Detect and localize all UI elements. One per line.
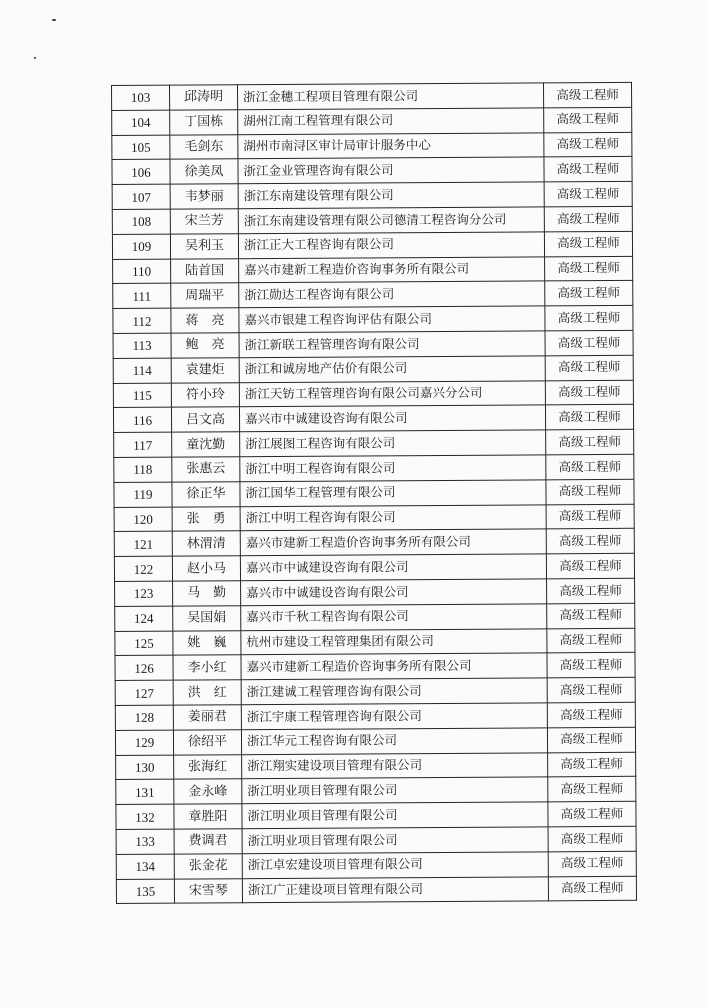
organization-cell: 浙江卓宏建设项目管理有限公司 [242, 852, 548, 879]
job-title-cell: 高级工程师 [547, 727, 635, 752]
organization-cell: 浙江宇康工程管理咨询有限公司 [241, 703, 547, 730]
organization-cell: 浙江金业管理咨询有限公司 [238, 157, 544, 184]
person-name-cell: 张 勇 [172, 506, 240, 531]
person-name-cell: 洪 红 [173, 680, 241, 705]
table-row [112, 157, 632, 185]
person-name-cell: 袁建炬 [171, 357, 239, 382]
organization-cell: 浙江明业项目管理有限公司 [242, 777, 548, 804]
table-row [115, 702, 635, 730]
person-name-cell: 符小玲 [171, 382, 239, 407]
person-name-cell: 邱涛明 [170, 85, 238, 110]
job-title-cell: 高级工程师 [546, 553, 634, 578]
row-number-cell: 107 [112, 184, 170, 209]
person-name-cell: 金永峰 [174, 779, 242, 804]
job-title-cell: 高级工程师 [546, 429, 634, 454]
table-row [114, 553, 634, 581]
person-name-cell: 张金花 [174, 853, 242, 878]
job-title-cell: 高级工程师 [547, 677, 635, 702]
table-row [116, 851, 636, 879]
person-name-cell: 林渭清 [172, 531, 240, 556]
person-name-cell: 童沈勤 [172, 432, 240, 457]
table-row [115, 727, 635, 755]
person-name-cell: 丁国栋 [170, 110, 238, 135]
row-number-cell: 114 [113, 358, 171, 383]
organization-cell: 嘉兴市银建工程咨询评估有限公司 [239, 306, 545, 333]
row-number-cell: 113 [113, 333, 171, 358]
table-row [116, 752, 636, 780]
table-row [115, 628, 635, 656]
person-name-cell: 吴国娟 [173, 605, 241, 630]
table-row [113, 380, 633, 408]
organization-cell: 浙江东南建设管理有限公司 [238, 182, 544, 209]
person-name-cell: 徐正华 [172, 481, 240, 506]
table-row [113, 330, 633, 358]
job-title-cell: 高级工程师 [545, 256, 633, 281]
table-row [114, 429, 634, 457]
job-title-cell: 高级工程师 [545, 305, 633, 330]
job-title-cell: 高级工程师 [546, 529, 634, 554]
organization-cell: 浙江中明工程咨询有限公司 [240, 504, 546, 531]
person-name-cell: 姜丽君 [173, 705, 241, 730]
job-title-cell: 高级工程师 [548, 752, 636, 777]
job-title-cell: 高级工程师 [545, 330, 633, 355]
row-number-cell: 121 [114, 531, 172, 556]
person-name-cell: 吴利玉 [170, 234, 238, 259]
person-name-cell: 陆首国 [171, 258, 239, 283]
organization-cell: 浙江建诚工程管理咨询有限公司 [241, 678, 547, 705]
row-number-cell: 133 [116, 829, 174, 854]
table-row [112, 82, 632, 110]
job-title-cell: 高级工程师 [546, 479, 634, 504]
row-number-cell: 129 [115, 730, 173, 755]
person-name-cell: 宋兰芳 [170, 209, 238, 234]
row-number-cell: 106 [112, 160, 170, 185]
row-number-cell: 111 [113, 284, 171, 309]
organization-cell: 嘉兴市建新工程造价咨询事务所有限公司 [241, 653, 547, 680]
table-row [114, 529, 634, 557]
row-number-cell: 123 [115, 581, 173, 606]
scan-speck [52, 19, 56, 21]
organization-cell: 浙江东南建设管理有限公司德清工程咨询分公司 [238, 207, 544, 234]
row-number-cell: 117 [114, 432, 172, 457]
job-title-cell: 高级工程师 [547, 603, 635, 628]
organization-cell: 浙江广正建设项目管理有限公司 [242, 876, 548, 903]
row-number-cell: 110 [113, 259, 171, 284]
job-title-cell: 高级工程师 [544, 132, 632, 157]
row-number-cell: 112 [113, 308, 171, 333]
row-number-cell: 130 [116, 755, 174, 780]
table-row [114, 479, 634, 507]
person-name-cell: 章胜阳 [174, 804, 242, 829]
organization-cell: 湖州江南工程管理有限公司 [238, 108, 544, 135]
row-number-cell: 128 [115, 705, 173, 730]
organization-cell: 嘉兴市建新工程造价咨询事务所有限公司 [240, 529, 546, 556]
row-number-cell: 124 [115, 606, 173, 631]
table-row [113, 405, 633, 433]
job-title-cell: 高级工程师 [548, 777, 636, 802]
job-title-cell: 高级工程师 [544, 206, 632, 231]
organization-cell: 湖州市南浔区审计局审计服务中心 [238, 132, 544, 159]
organization-cell: 浙江新联工程管理咨询有限公司 [239, 331, 545, 358]
person-name-cell: 马 勤 [173, 581, 241, 606]
row-number-cell: 134 [116, 854, 174, 879]
table-row [116, 826, 636, 854]
organization-cell: 嘉兴市千秋工程咨询有限公司 [241, 604, 547, 631]
row-number-cell: 132 [116, 804, 174, 829]
organization-cell: 嘉兴市中诚建设咨询有限公司 [240, 554, 546, 581]
table-row [116, 876, 636, 904]
person-name-cell: 徐美凤 [170, 159, 238, 184]
person-name-cell: 徐绍平 [173, 729, 241, 754]
organization-cell: 浙江翔实建设项目管理有限公司 [242, 752, 548, 779]
table-row [112, 206, 632, 234]
table-row [115, 677, 635, 705]
table-row [113, 355, 633, 383]
job-title-cell: 高级工程师 [545, 281, 633, 306]
table-row [112, 132, 632, 160]
organization-cell: 浙江明业项目管理有限公司 [242, 827, 548, 854]
organization-cell: 浙江金穗工程项目管理有限公司 [238, 83, 544, 110]
person-name-cell: 蒋 亮 [171, 308, 239, 333]
organization-cell: 浙江国华工程管理有限公司 [240, 480, 546, 507]
person-name-cell: 宋雪琴 [174, 878, 242, 903]
job-title-cell: 高级工程师 [547, 702, 635, 727]
organization-cell: 浙江勋达工程咨询有限公司 [239, 281, 545, 308]
row-number-cell: 135 [116, 879, 174, 904]
person-name-cell: 毛剑东 [170, 134, 238, 159]
organization-cell: 浙江中明工程咨询有限公司 [240, 455, 546, 482]
row-number-cell: 127 [115, 680, 173, 705]
job-title-cell: 高级工程师 [545, 405, 633, 430]
organization-cell: 浙江天钫工程管理咨询有限公司嘉兴分公司 [239, 380, 545, 407]
row-number-cell: 108 [112, 209, 170, 234]
row-number-cell: 105 [112, 135, 170, 160]
job-title-cell: 高级工程师 [548, 851, 636, 876]
job-title-cell: 高级工程师 [547, 628, 635, 653]
job-title-cell: 高级工程师 [547, 578, 635, 603]
organization-cell: 浙江和诚房地产估价有限公司 [239, 356, 545, 383]
table-row [115, 578, 635, 606]
job-title-cell: 高级工程师 [548, 876, 636, 901]
person-name-cell: 周瑞平 [171, 283, 239, 308]
row-number-cell: 120 [114, 507, 172, 532]
table-row [115, 653, 635, 681]
organization-cell: 浙江华元工程咨询有限公司 [241, 728, 547, 755]
person-name-cell: 韦梦丽 [170, 184, 238, 209]
job-title-cell: 高级工程师 [547, 653, 635, 678]
row-number-cell: 119 [114, 482, 172, 507]
roster-table [111, 82, 637, 904]
row-number-cell: 115 [113, 383, 171, 408]
row-number-cell: 116 [113, 407, 171, 432]
person-name-cell: 鲍 亮 [171, 333, 239, 358]
job-title-cell: 高级工程师 [544, 182, 632, 207]
job-title-cell: 高级工程师 [545, 355, 633, 380]
row-number-cell: 126 [115, 655, 173, 680]
job-title-cell: 高级工程师 [548, 801, 636, 826]
table-row [116, 801, 636, 829]
person-name-cell: 赵小马 [172, 556, 240, 581]
organization-cell: 浙江展图工程咨询有限公司 [240, 430, 546, 457]
job-title-cell: 高级工程师 [546, 454, 634, 479]
person-name-cell: 吕文高 [171, 407, 239, 432]
table-row [112, 107, 632, 135]
person-name-cell: 费调君 [174, 829, 242, 854]
job-title-cell: 高级工程师 [544, 157, 632, 182]
row-number-cell: 103 [112, 85, 170, 110]
person-name-cell: 张惠云 [172, 457, 240, 482]
organization-cell: 浙江正大工程咨询有限公司 [238, 232, 544, 259]
document-page [111, 82, 636, 904]
roster-table-body [112, 82, 637, 903]
table-row [115, 603, 635, 631]
table-row [113, 305, 633, 333]
row-number-cell: 125 [115, 631, 173, 656]
person-name-cell: 姚 巍 [173, 630, 241, 655]
table-row [112, 231, 632, 259]
row-number-cell: 122 [114, 556, 172, 581]
organization-cell: 嘉兴市建新工程造价咨询事务所有限公司 [239, 256, 545, 283]
table-row [113, 256, 633, 284]
person-name-cell: 张海红 [174, 754, 242, 779]
table-row [113, 281, 633, 309]
row-number-cell: 109 [112, 234, 170, 259]
table-row [114, 454, 634, 482]
organization-cell: 嘉兴市中诚建设咨询有限公司 [241, 579, 547, 606]
job-title-cell: 高级工程师 [544, 231, 632, 256]
job-title-cell: 高级工程师 [544, 107, 632, 132]
job-title-cell: 高级工程师 [543, 82, 631, 107]
table-row [116, 777, 636, 805]
person-name-cell: 李小红 [173, 655, 241, 680]
row-number-cell: 104 [112, 110, 170, 135]
scan-speck [34, 57, 36, 59]
job-title-cell: 高级工程师 [548, 826, 636, 851]
organization-cell: 嘉兴市中诚建设咨询有限公司 [239, 405, 545, 432]
job-title-cell: 高级工程师 [546, 504, 634, 529]
row-number-cell: 131 [116, 779, 174, 804]
table-row [112, 182, 632, 210]
row-number-cell: 118 [114, 457, 172, 482]
table-row [114, 504, 634, 532]
job-title-cell: 高级工程师 [545, 380, 633, 405]
organization-cell: 杭州市建设工程管理集团有限公司 [241, 628, 547, 655]
organization-cell: 浙江明业项目管理有限公司 [242, 802, 548, 829]
